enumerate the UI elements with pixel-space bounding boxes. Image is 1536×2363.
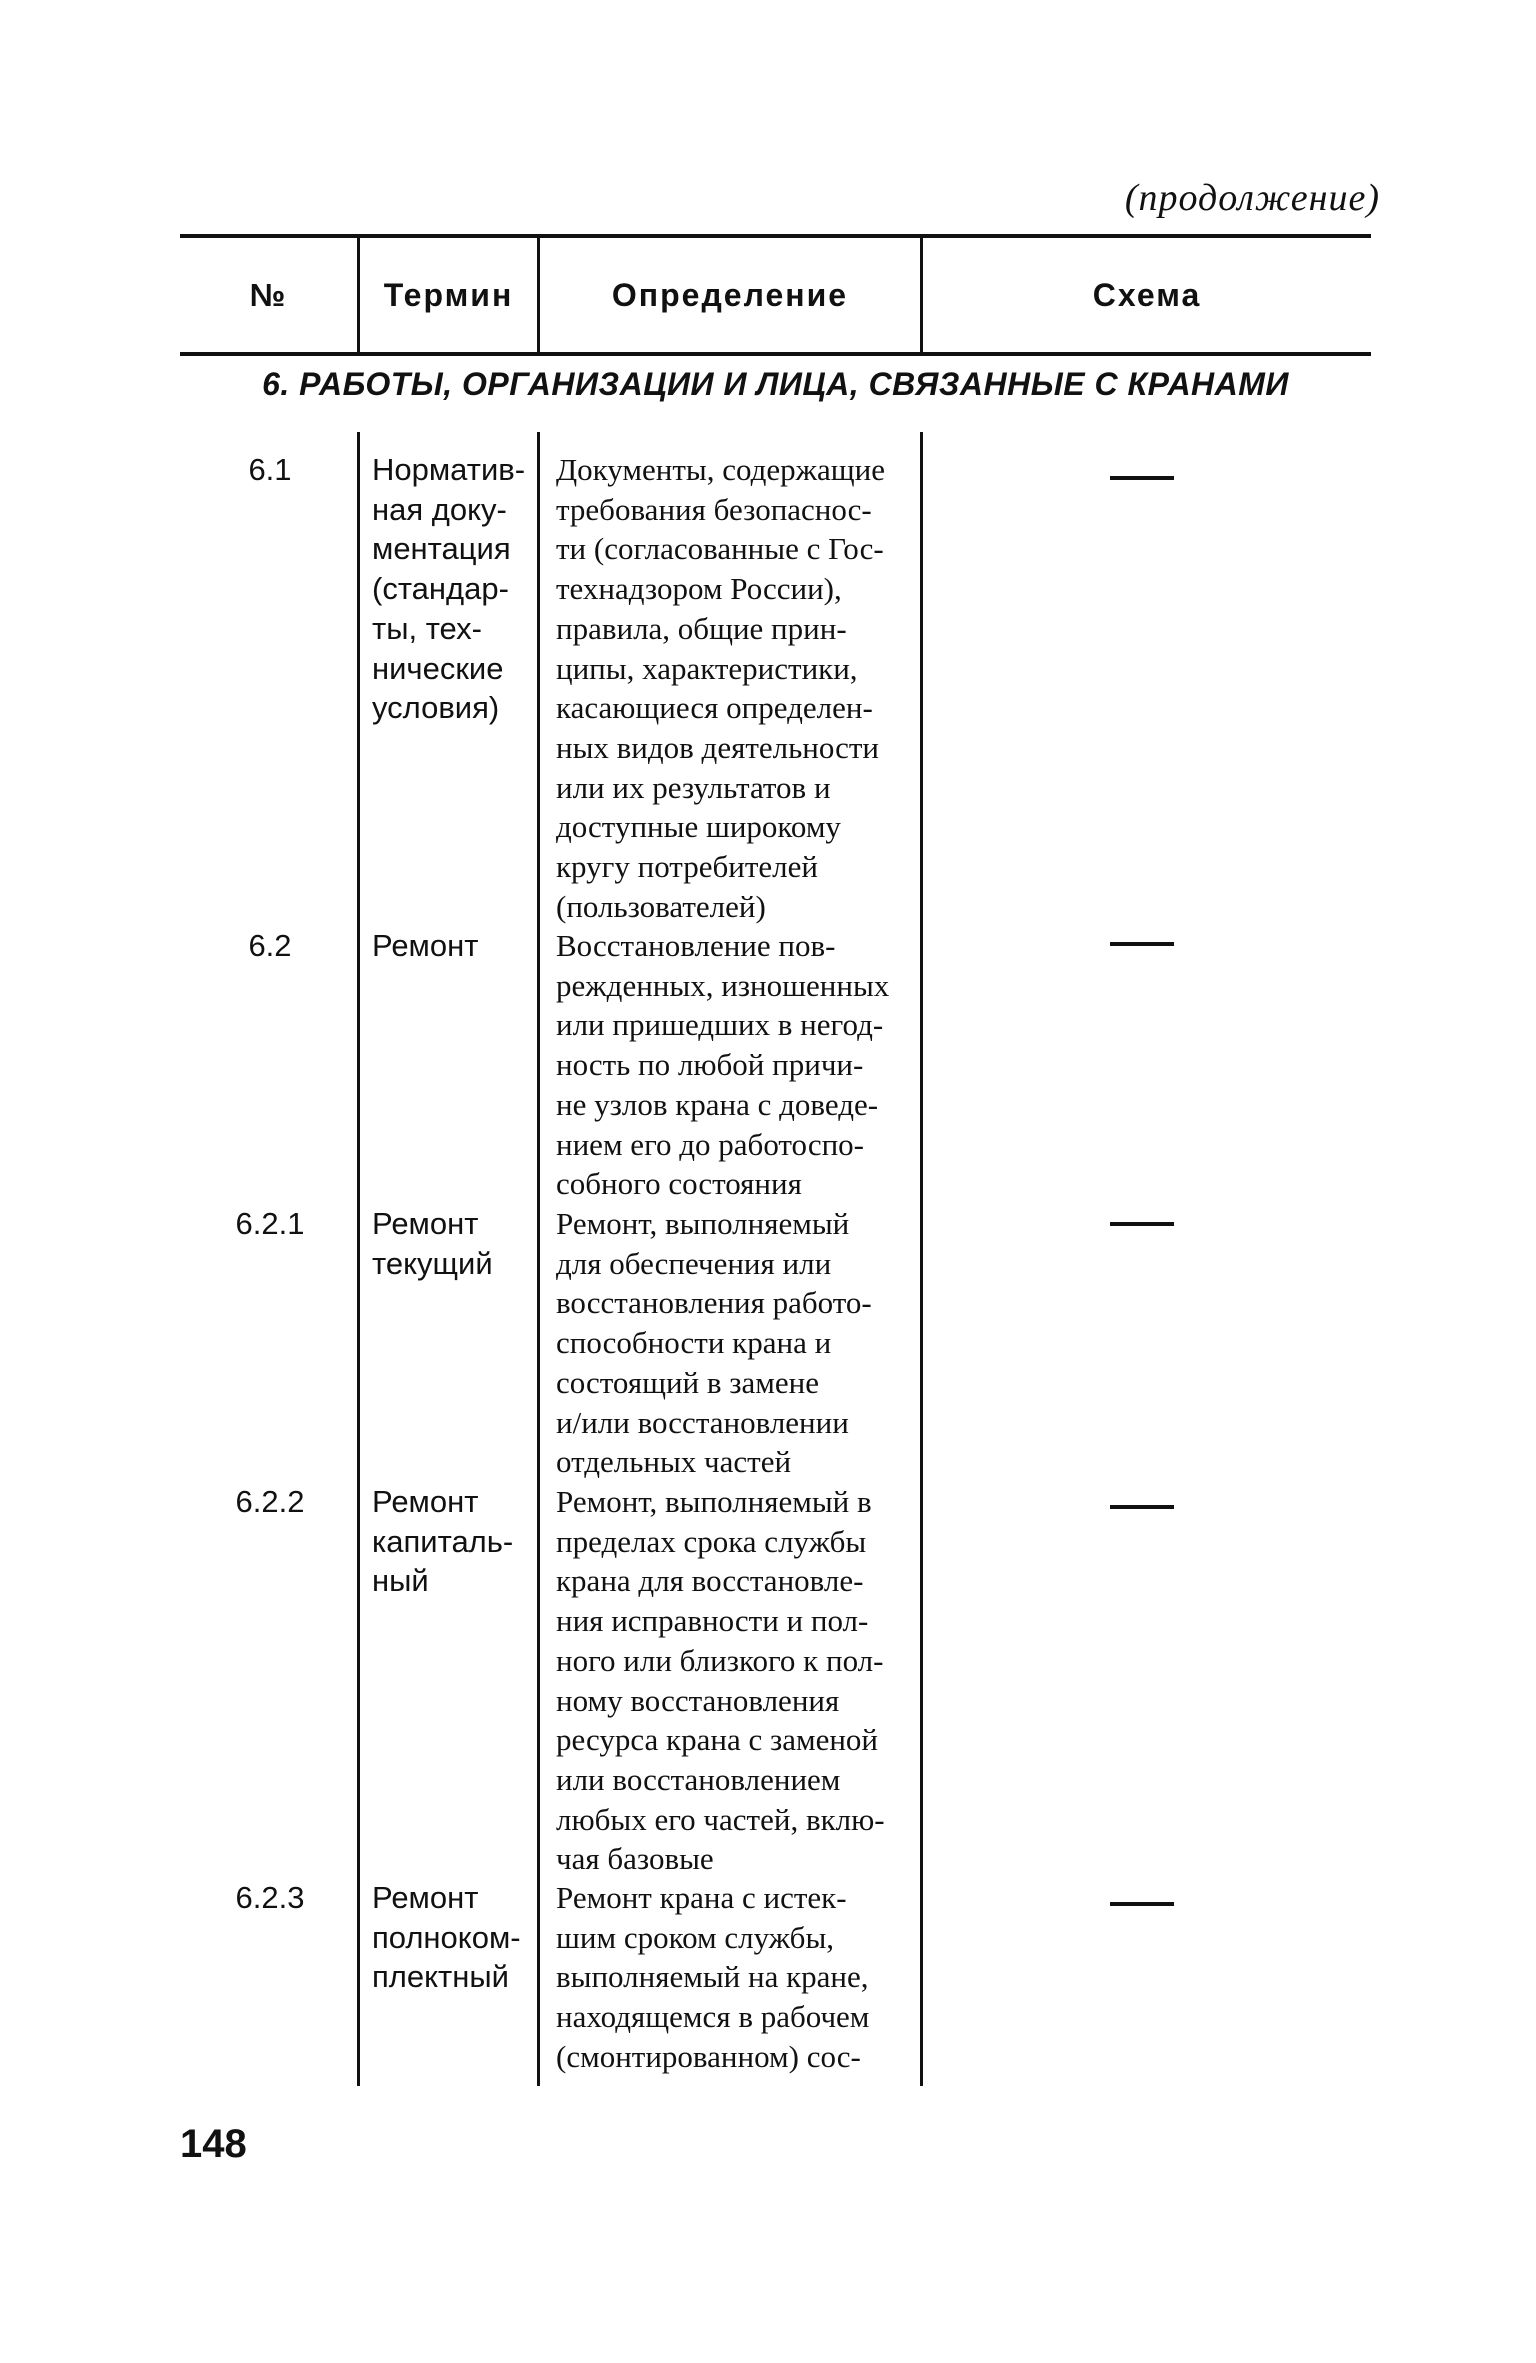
body-divider-1 xyxy=(357,432,360,2086)
row-6-2-2-number: 6.2.2 xyxy=(235,1484,305,1519)
continuation-label: (продолжение) xyxy=(1124,177,1380,219)
row-6-2-3-scheme-dash xyxy=(1110,1902,1174,1906)
page-number: 148 xyxy=(180,2122,247,2166)
row-6-2-2-definition: Ремонт, выполняемый в пределах срока службы крана для восстановле- ния исправности и пол- ного или близкого к пол- ному восстановления ресурса крана с заменой или восстановлением любых его частей, вклю- чая базовые xyxy=(556,1484,885,1877)
row-6-2-1-scheme-dash xyxy=(1110,1222,1174,1226)
body-divider-3 xyxy=(920,432,923,2086)
row-6-2-term: Ремонт xyxy=(372,928,479,963)
row-6-2-3-term: Ремонт полноком- плектный xyxy=(372,1880,521,1995)
row-6-2-1-term: Ремонт текущий xyxy=(372,1206,493,1281)
table-header-bottom-rule xyxy=(180,352,1371,356)
row-6-2-3-number: 6.2.3 xyxy=(235,1880,305,1915)
row-6-2-3-definition: Ремонт крана с истек- шим сроком службы, выполняемый на кране, находящемся в рабочем (смонтированном) сос- xyxy=(556,1880,870,2074)
row-6-2-2-term: Ремонт капиталь- ный xyxy=(372,1484,514,1599)
row-6-2-1-definition: Ремонт, выполняемый для обеспечения или восстановления работо- способности крана и состоящий в замене и/или восстановлении отдельных частей xyxy=(556,1206,872,1480)
row-6-2-scheme-dash xyxy=(1110,942,1174,946)
row-6-1-term: Норматив- ная доку- ментация (стандар- ты, тех- нические условия) xyxy=(372,452,526,726)
row-6-2-2-scheme-dash xyxy=(1110,1505,1174,1509)
header-term: Термин xyxy=(383,276,514,313)
row-6-2-number: 6.2 xyxy=(248,928,292,963)
row-6-1-scheme-dash xyxy=(1110,476,1174,480)
row-6-1-definition: Документы, содержащие требования безопаснос- ти (согласованные с Гос- технадзором России), правила, общие прин- ципы, характеристики, касающиеся определен- ных видов деятельности или их результатов и доступные широкому кругу потребителей (пользователей) xyxy=(556,452,885,924)
header-definition: Определение xyxy=(611,276,849,313)
header-scheme: Схема xyxy=(1092,276,1202,313)
row-6-1-number: 6.1 xyxy=(248,452,292,487)
section-title: 6. РАБОТЫ, ОРГАНИЗАЦИИ И ЛИЦА, СВЯЗАННЫЕ С КРАНАМИ xyxy=(262,366,1289,402)
row-6-2-1-number: 6.2.1 xyxy=(235,1206,305,1241)
row-6-2-definition: Восстановление пов- режденных, изношенных или пришедших в негод- ность по любой причи- не узлов крана с доведе- нием его до работоспо- собного состояния xyxy=(556,928,890,1202)
header-num: № xyxy=(249,276,288,313)
